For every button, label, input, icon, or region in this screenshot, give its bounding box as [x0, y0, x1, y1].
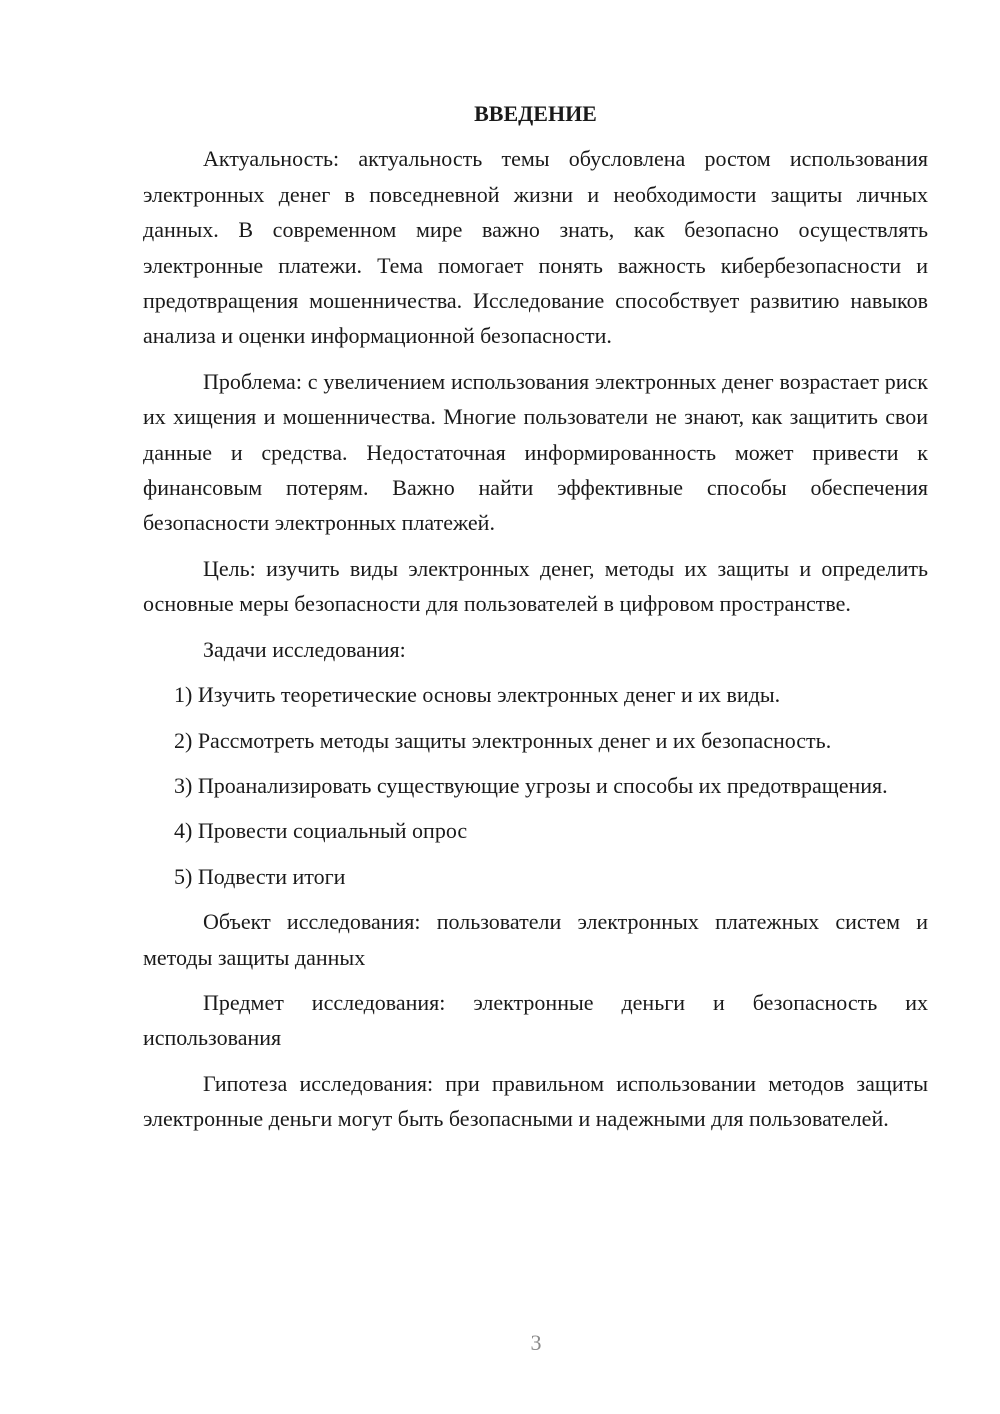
paragraph-subject: Предмет исследования: электронные деньги и безопасность их использования — [143, 989, 928, 1051]
page-content — [143, 96, 928, 1147]
paragraph-object: Объект исследования: пользователи электронных платежных систем и методы защиты данных — [143, 909, 928, 970]
page-number: 3 — [530, 1330, 542, 1355]
paragraph-hypothesis: Гипотеза исследования: при правильном использовании методов защиты электронные деньги могут быть безопасными и надежными для пользователей. — [143, 1070, 928, 1132]
paragraph-goal: Цель: изучить виды электронных денег, методы их защиты и определить основные меры безопасности для пользователей в цифровом пространстве. — [143, 555, 928, 617]
paragraph-problem: Проблема: с увеличением использования электронных денег возрастает риск их хищения и мошенничества. Многие пользователи не знают, как защитить свои данные и средства. Недостаточная информированность может привести к финансовым потерям. Важно найти эффективные способы обеспечения безопасности электронных платежей. — [143, 368, 928, 536]
section-heading: ВВЕДЕНИЕ — [474, 101, 597, 126]
task-item-4: 4) Провести социальный опрос — [174, 818, 468, 844]
tasks-title: Задачи исследования: — [203, 636, 406, 662]
task-item-2: 2) Рассмотреть методы защиты электронных денег и их безопасность. — [174, 727, 832, 753]
task-item-5: 5) Подвести итоги — [174, 863, 346, 889]
task-item-3: 3) Проанализировать существующие угрозы и способы их предотвращения. — [174, 772, 888, 798]
task-item-1: 1) Изучить теоретические основы электронных денег и их виды. — [174, 682, 781, 708]
paragraph-relevance: Актуальность: актуальность темы обусловлена ростом использования электронных денег в повседневной жизни и необходимости защиты личных данных. В современном мире важно знать, как безопасно осуществлять электронные платежи. Тема помогает понять важность кибербезопасности и предотвращения мошенничества. Исследование способствует развитию навыков анализа и оценки информационной безопасности. — [143, 146, 928, 349]
